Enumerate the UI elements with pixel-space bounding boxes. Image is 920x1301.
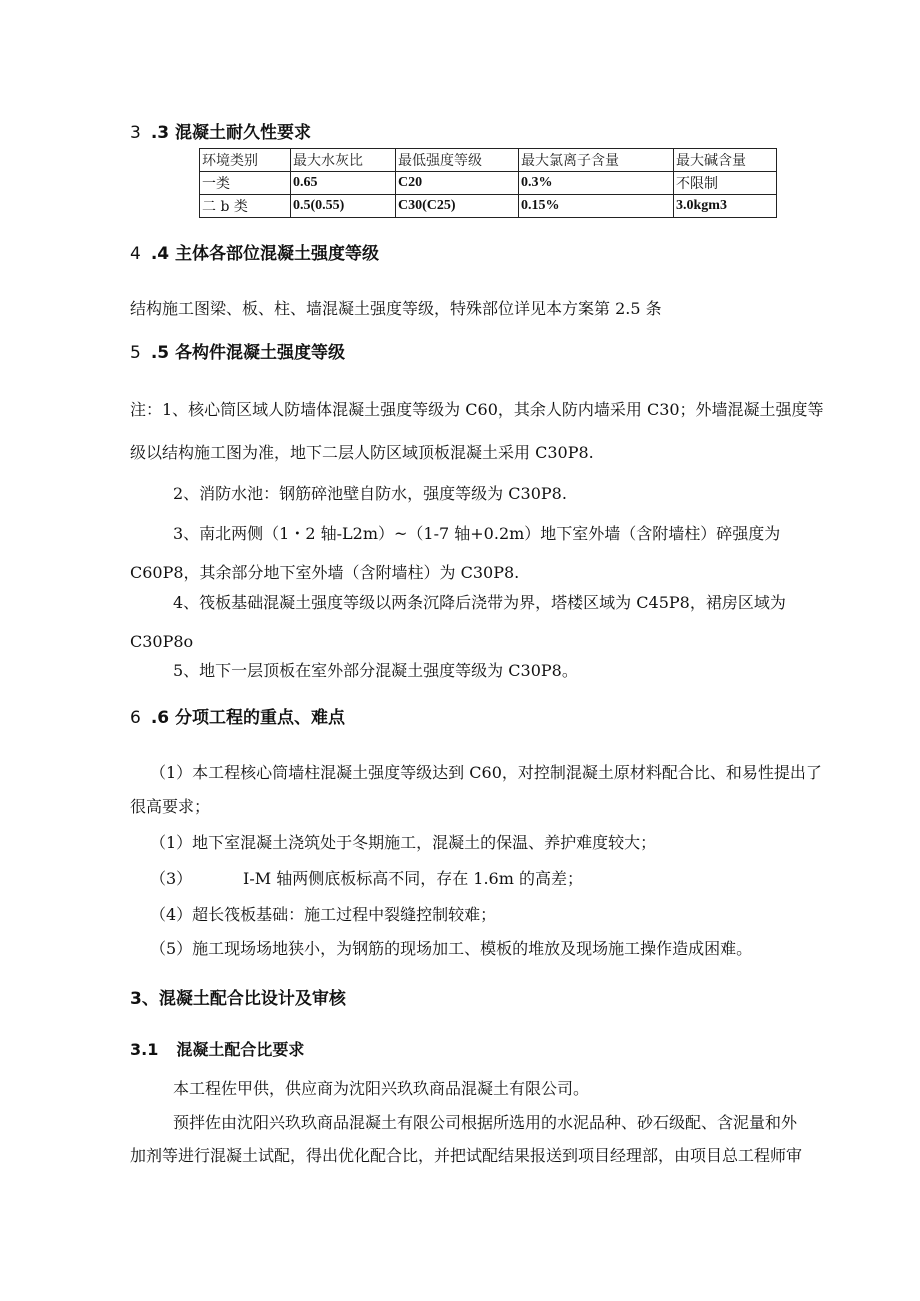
note-5: 5、地下一层顶板在室外部分混凝土强度等级为 C30P8。: [173, 661, 578, 680]
section-heading-4-4: [130, 239, 379, 264]
note-2: 2、消防水池：钢筋碎池壁自防水，强度等级为 C30P8.: [173, 484, 567, 503]
table-cell: 不限制: [674, 172, 777, 195]
table-cell: 3.0kgm3: [674, 195, 777, 218]
table-header-cell: 最大碱含量: [674, 149, 777, 172]
table-row: [200, 172, 777, 195]
mix-paragraph-1: 本工程佐甲供，供应商为沈阳兴玖玖商品混凝土有限公司。: [173, 1079, 590, 1098]
table-cell: C30(C25): [396, 195, 519, 218]
section-heading-5-5: [130, 338, 345, 363]
note-4-line-1: 4、筏板基础混凝土强度等级以两条沉降后浇带为界，塔楼区域为 C45P8，裙房区域为: [173, 593, 786, 612]
section-title: .4 主体各部位混凝土强度等级: [150, 244, 380, 264]
section-number: 3: [130, 123, 141, 143]
key-point-2: （1）地下室混凝土浇筑处于冬期施工，混凝土的保温、养护难度较大；: [150, 833, 657, 852]
table-row: [200, 195, 777, 218]
key-point-3-text: I-M 轴两侧底板标高不同，存在 1.6m 的高差；: [243, 869, 583, 888]
table-cell: 一类: [200, 172, 291, 195]
key-point-1-line-2: 很高要求；: [130, 797, 211, 816]
durability-table: [199, 148, 777, 218]
section-number: 3.1: [130, 1040, 159, 1059]
section-number: 6: [130, 708, 141, 728]
note-3-line-2: C60P8，其余部分地下室外墙（含附墙柱）为 C30P8.: [130, 563, 520, 582]
section-heading-3: [130, 984, 346, 1009]
section-title: .5 各构件混凝土强度等级: [150, 343, 346, 363]
note-1-line-1: 注：1、核心筒区域人防墙体混凝土强度等级为 C60，其余人防内墙采用 C30；外墙混凝土强度等: [130, 400, 824, 419]
section-title: .6 分项工程的重点、难点: [150, 708, 346, 728]
table-header-cell: 最低强度等级: [396, 149, 519, 172]
table-header-cell: 最大氯离子含量: [519, 149, 674, 172]
key-point-4: （4）超长筏板基础：施工过程中裂缝控制较难；: [150, 905, 497, 924]
section-title: 混凝土配合比要求: [176, 1040, 305, 1059]
table-cell: 二 b 类: [200, 195, 291, 218]
table-cell: 0.3%: [519, 172, 674, 195]
key-point-1-line-1: （1）本工程核心筒墙柱混凝土强度等级达到 C60，对控制混凝土原材料配合比、和易性提出了: [150, 763, 822, 782]
table-cell: C20: [396, 172, 519, 195]
mix-paragraph-2-line-2: 加剂等进行混凝土试配，得出优化配合比，并把试配结果报送到项目经理部，由项目总工程师审: [130, 1146, 803, 1165]
table-header-cell: 环境类别: [200, 149, 291, 172]
section-heading-3-3: [130, 118, 311, 143]
section-number: 5: [130, 343, 141, 363]
paragraph: 结构施工图梁、板、柱、墙混凝土强度等级，特殊部位详见本方案第 2.5 条: [130, 299, 662, 318]
section-title: .3 混凝土耐久性要求: [150, 123, 312, 143]
section-heading-3-1: [130, 1037, 304, 1060]
table-cell: 0.65: [291, 172, 396, 195]
mix-paragraph-2-line-1: 预拌佐由沈阳兴玖玖商品混凝土有限公司根据所选用的水泥品种、砂石级配、含泥量和外: [173, 1113, 798, 1132]
key-point-5: （5）施工现场场地狭小，为钢筋的现场加工、模板的堆放及现场施工操作造成困难。: [150, 939, 753, 958]
section-heading-6-6: [130, 703, 345, 728]
table-header-cell: 最大水灰比: [291, 149, 396, 172]
table-cell: 0.5(0.55): [291, 195, 396, 218]
note-3-line-1: 3、南北两侧（1・2 轴-L2m）~（1-7 轴+0.2m）地下室外墙（含附墙柱）碎强度为: [173, 524, 781, 543]
section-number: 4: [130, 244, 141, 264]
table-header-row: [200, 149, 777, 172]
key-point-3-number: （3）: [150, 869, 193, 888]
note-1-line-2: 级以结构施工图为准，地下二层人防区域顶板混凝土采用 C30P8.: [130, 443, 594, 462]
note-4-line-2: C30P8o: [130, 632, 194, 651]
table-cell: 0.15%: [519, 195, 674, 218]
section-title: 3、混凝土配合比设计及审核: [130, 989, 346, 1009]
